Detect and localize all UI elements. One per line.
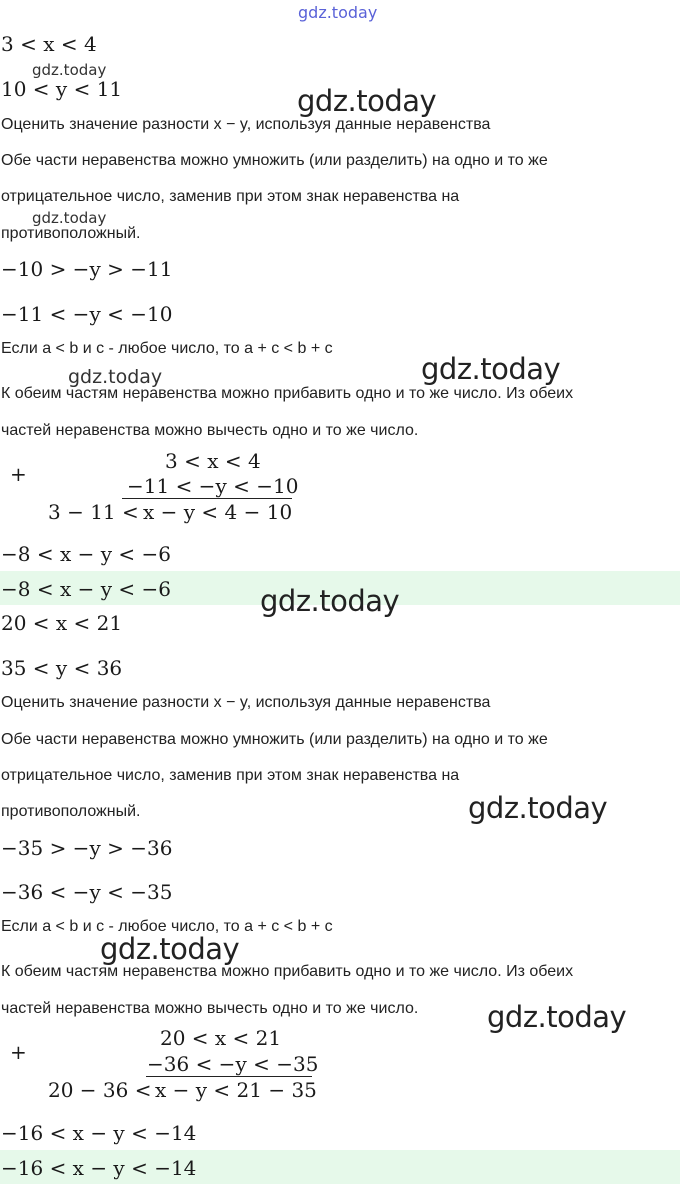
sum-row1: 3 < x < 4 (165, 449, 261, 473)
rule1-line3-2: противоположный. (1, 803, 141, 820)
given-y-1: 10 < y < 11 (1, 77, 123, 101)
rule1-line2: отрицательное число, заменив при этом знак неравенства на (1, 188, 460, 205)
rule3-line2-2: частей неравенства можно вычесть одно и то же число. (1, 1000, 419, 1017)
sum-row2: −11 < −y < −10 (127, 474, 299, 498)
rule3-line1-1: К обеим частям неравенства можно прибавить одно и то же число. Из обеих (1, 385, 574, 402)
watermark-small: gdz.today (32, 61, 107, 79)
watermark: gdz.today (100, 932, 240, 966)
watermark-small: gdz.today (32, 209, 107, 227)
watermark-top: gdz.today (298, 3, 378, 22)
sum-rule-line (122, 498, 292, 499)
watermark: gdz.today (260, 584, 400, 618)
sum-row3-left: 3 − 11 < (48, 500, 139, 524)
rule1-line3: противоположный. (1, 225, 141, 242)
neg-y-a-1: −10 > −y > −11 (1, 257, 173, 281)
watermark: gdz.today (297, 84, 437, 118)
rule1-line1-2: Обе части неравенства можно умножить (или разделить) на одно и то же (1, 731, 548, 748)
rule2-2: Если a < b и c - любое число, то a + c < b + c (1, 918, 333, 935)
neg-y-b-2: −36 < −y < −35 (1, 880, 173, 904)
rule3-line2-1: частей неравенства можно вычесть одно и то же число. (1, 422, 419, 439)
watermark: gdz.today (421, 352, 561, 386)
given-x-1: 3 < x < 4 (1, 32, 97, 56)
given-y-2: 35 < y < 36 (1, 656, 123, 680)
given-x-2: 20 < x < 21 (1, 611, 123, 635)
sum-row3-right: x − y < 21 − 35 (155, 1078, 317, 1102)
sum-row3-left: 20 − 36 < (48, 1078, 152, 1102)
sum-rule-line (146, 1076, 312, 1077)
watermark-small: gdz.today (68, 366, 163, 388)
rule3-line1-2: К обеим частям неравенства можно прибавить одно и то же число. Из обеих (1, 963, 574, 980)
rule2-1: Если a < b и c - любое число, то a + c < b + c (1, 340, 333, 357)
answer-2: −16 < x − y < −14 (1, 1156, 197, 1180)
watermark: gdz.today (468, 791, 608, 825)
task-1: Оценить значение разности x − y, используя данные неравенства (1, 116, 491, 133)
neg-y-b-1: −11 < −y < −10 (1, 302, 173, 326)
rule1-line2-2: отрицательное число, заменив при этом знак неравенства на (1, 767, 460, 784)
sum-row1: 20 < x < 21 (160, 1026, 282, 1050)
answer-1: −8 < x − y < −6 (1, 577, 171, 601)
watermark: gdz.today (487, 1000, 627, 1034)
plus-sign: + (10, 462, 27, 486)
rule1-line1: Обе части неравенства можно умножить (или разделить) на одно и то же (1, 152, 548, 169)
sum-row3-right: x − y < 4 − 10 (143, 500, 293, 524)
result-1: −8 < x − y < −6 (1, 542, 171, 566)
task-2: Оценить значение разности x − y, используя данные неравенства (1, 694, 491, 711)
sum-row2: −36 < −y < −35 (147, 1052, 319, 1076)
plus-sign: + (10, 1040, 27, 1064)
neg-y-a-2: −35 > −y > −36 (1, 836, 173, 860)
result-2: −16 < x − y < −14 (1, 1121, 197, 1145)
